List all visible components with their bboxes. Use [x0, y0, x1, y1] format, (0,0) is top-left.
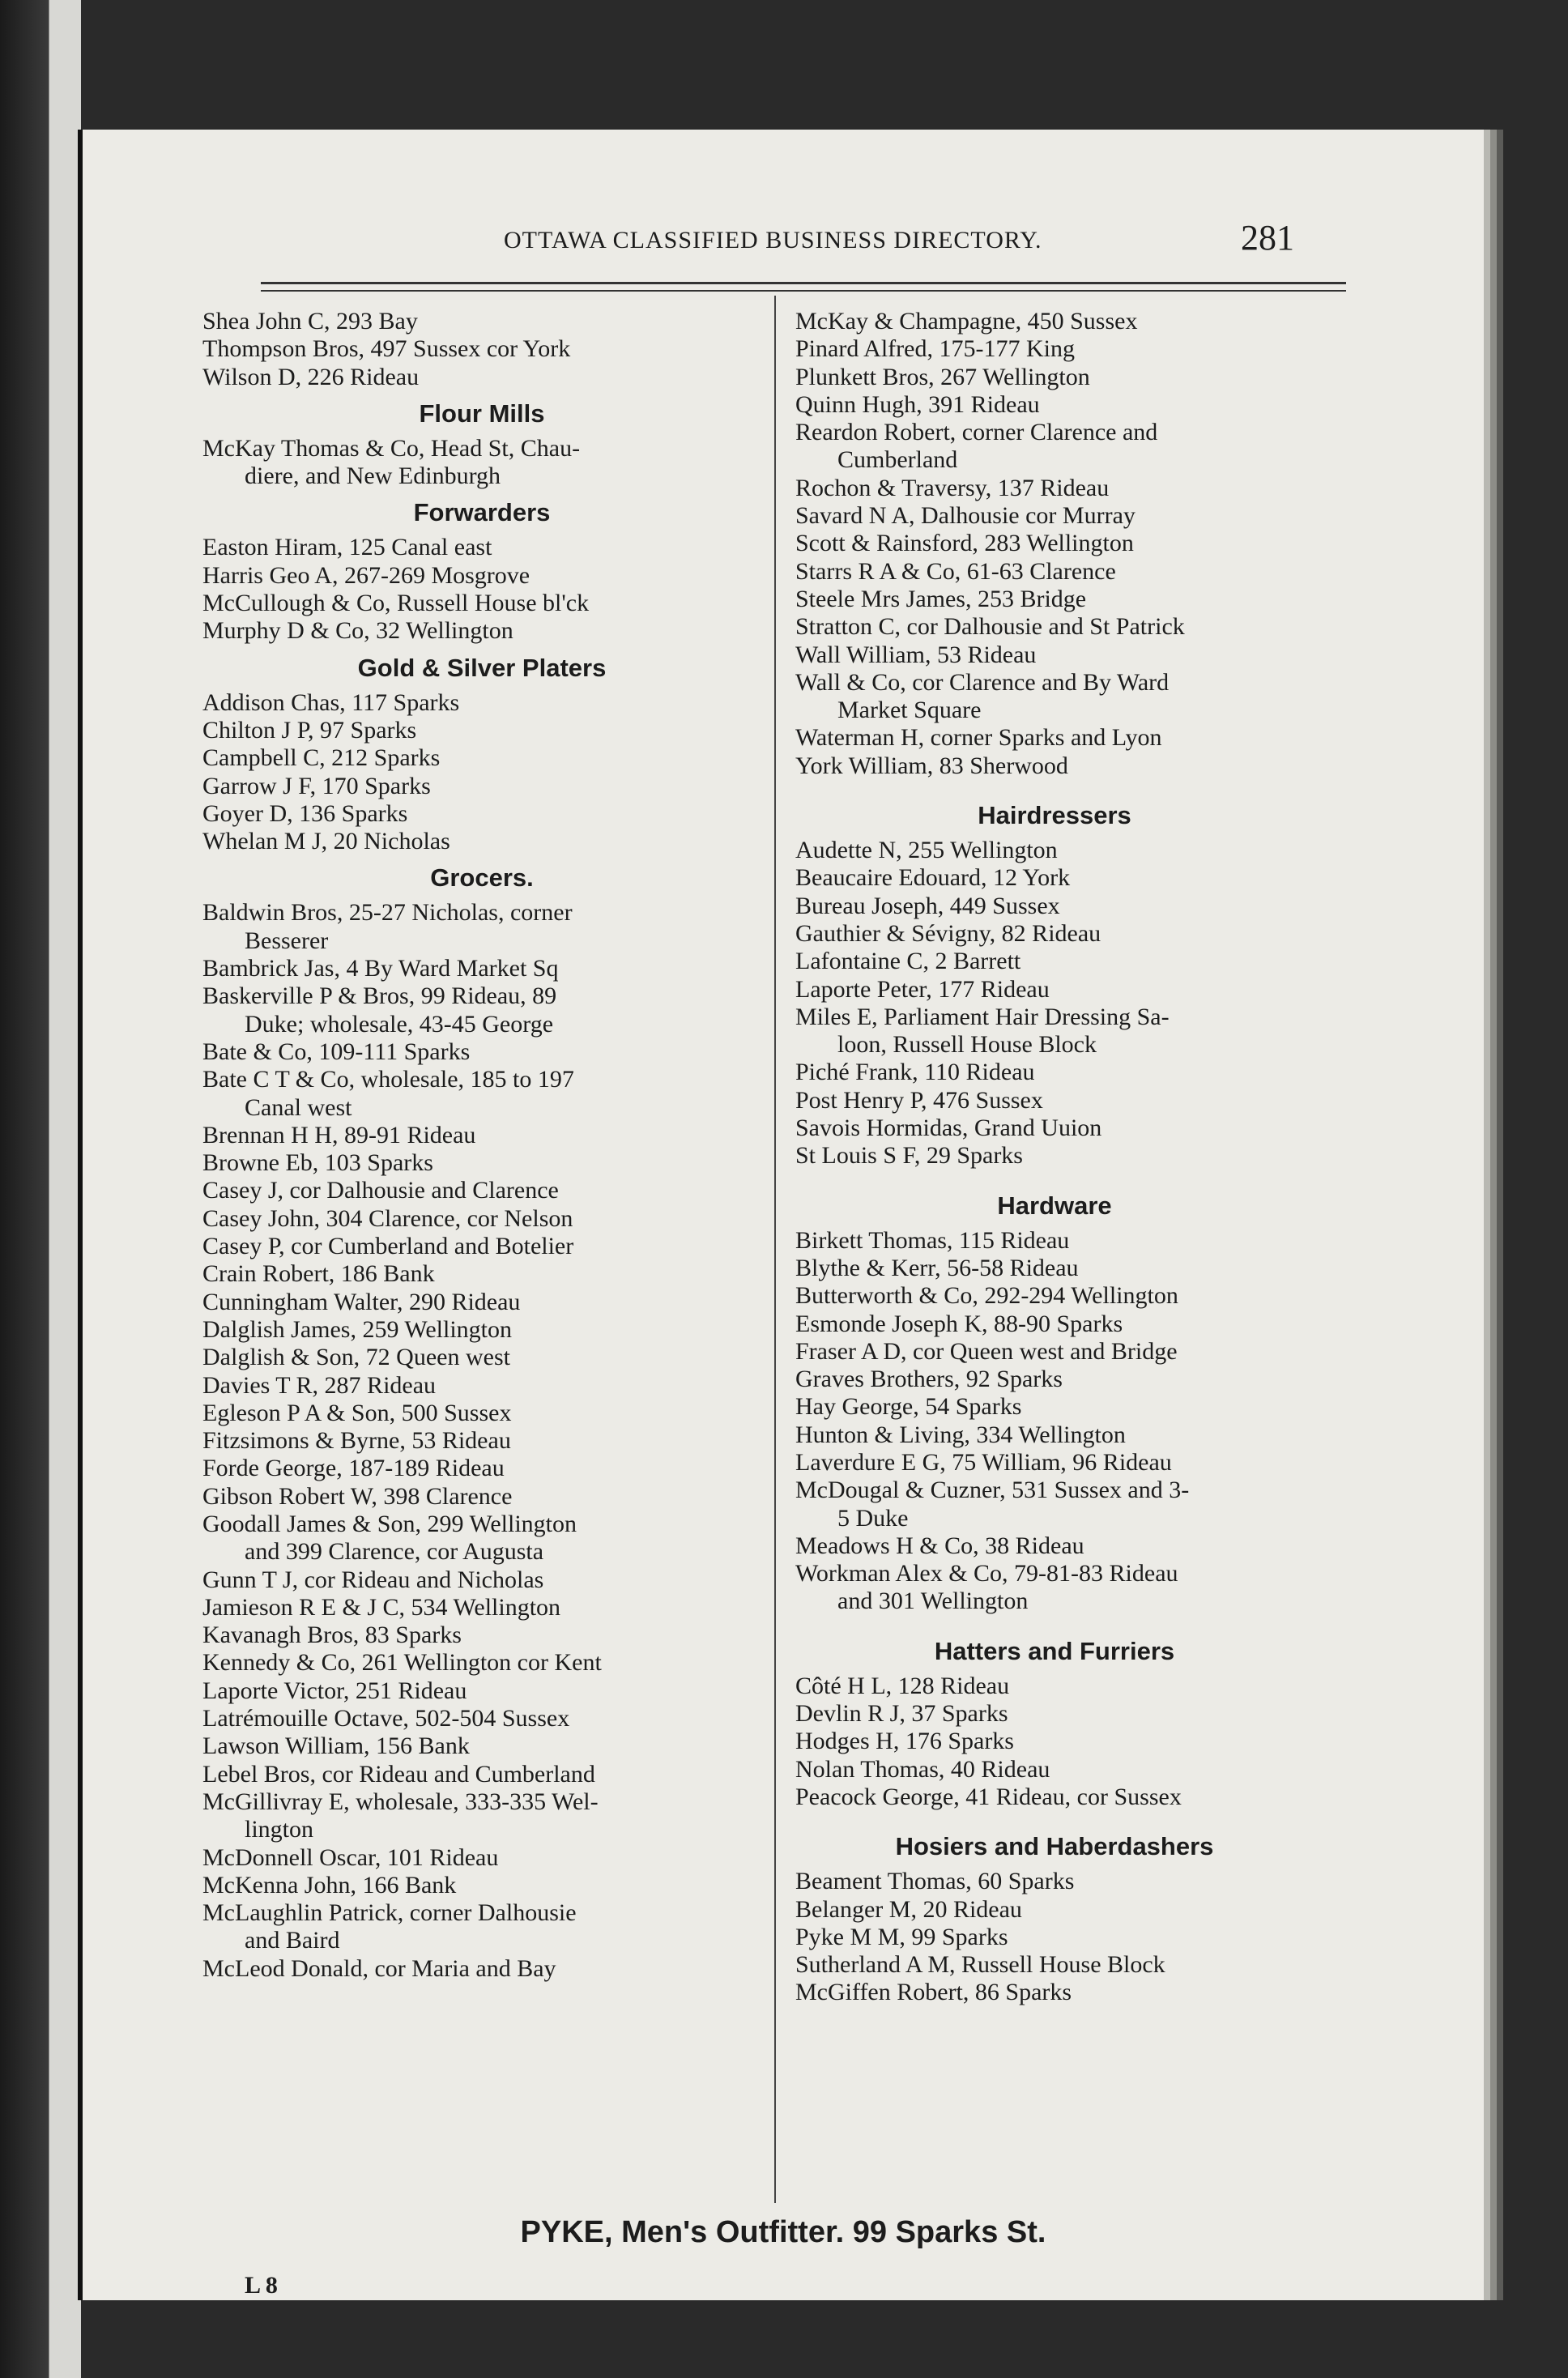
listing-entry: McGillivray E, wholesale, 333-335 Wel-: [202, 1788, 599, 1815]
header-rule: [261, 282, 1346, 284]
listing-entry: Pinard Alfred, 175-177 King: [795, 335, 1075, 363]
listing-entry: McKay Thomas & Co, Head St, Chau-: [202, 434, 581, 462]
header-rule-thin: [261, 290, 1346, 292]
listing-entry: McKenna John, 166 Bank: [202, 1871, 457, 1899]
listing-entry: Beament Thomas, 60 Sparks: [795, 1868, 1075, 1895]
listing-entry: Latrémouille Octave, 502-504 Sussex: [202, 1705, 570, 1732]
directory-page: [78, 130, 1484, 2300]
listing-entry: Baldwin Bros, 25-27 Nicholas, corner: [202, 899, 573, 927]
listing-entry: McGiffen Robert, 86 Sparks: [795, 1979, 1072, 2006]
listing-entry: Quinn Hugh, 391 Rideau: [795, 390, 1040, 418]
listing-entry: McCullough & Co, Russell House bl'ck: [202, 590, 590, 617]
listing-entry: Goyer D, 136 Sparks: [202, 799, 408, 827]
listing-entry: Dalglish James, 259 Wellington: [202, 1315, 513, 1343]
listing-continuation: and Baird: [245, 1927, 340, 1954]
listing-entry: Post Henry P, 476 Sussex: [795, 1086, 1043, 1114]
listing-entry: Crain Robert, 186 Bank: [202, 1260, 435, 1288]
listing-entry: Hodges H, 176 Sparks: [795, 1728, 1014, 1755]
listing-entry: Casey John, 304 Clarence, cor Nelson: [202, 1204, 573, 1232]
listing-entry: Murphy D & Co, 32 Wellington: [202, 617, 513, 645]
listing-entry: Esmonde Joseph K, 88-90 Sparks: [795, 1310, 1123, 1337]
listing-entry: Miles E, Parliament Hair Dressing Sa-: [795, 1003, 1170, 1030]
listing-entry: Waterman H, corner Sparks and Lyon: [795, 724, 1162, 752]
listing-continuation: Duke; wholesale, 43-45 George: [245, 1010, 554, 1038]
listing-entry: Egleson P A & Son, 500 Sussex: [202, 1399, 512, 1426]
listing-entry: McKay & Champagne, 450 Sussex: [795, 308, 1138, 335]
listing-continuation: lington: [245, 1816, 314, 1843]
section-heading: Flour Mills: [419, 398, 545, 428]
right-column: [795, 308, 1378, 2007]
listing-entry: Gibson Robert W, 398 Clarence: [202, 1482, 513, 1510]
listing-entry: Hay George, 54 Sparks: [795, 1393, 1022, 1421]
listing-entry: Lawson William, 156 Bank: [202, 1732, 470, 1760]
listing-entry: Wilson D, 226 Rideau: [202, 363, 420, 390]
listing-entry: Savard N A, Dalhousie cor Murray: [795, 502, 1136, 530]
section-heading: Gold & Silver Platers: [357, 653, 607, 682]
listing-entry: Sutherland A M, Russell House Block: [795, 1951, 1165, 1979]
listing-entry: Laporte Victor, 251 Rideau: [202, 1677, 467, 1704]
section-heading: Hatters and Furriers: [934, 1636, 1175, 1665]
listing-entry: Devlin R J, 37 Sparks: [795, 1700, 1008, 1728]
listing-entry: Harris Geo A, 267-269 Mosgrove: [202, 561, 530, 589]
listing-entry: Addison Chas, 117 Sparks: [202, 688, 460, 716]
listing-entry: Laverdure E G, 75 William, 96 Rideau: [795, 1448, 1172, 1476]
listing-entry: Pyke M M, 99 Sparks: [795, 1923, 1008, 1950]
listing-entry: Casey J, cor Dalhousie and Clarence: [202, 1177, 559, 1204]
listing-entry: Kavanagh Bros, 83 Sparks: [202, 1622, 462, 1649]
listing-entry: Starrs R A & Co, 61-63 Clarence: [795, 557, 1116, 585]
listing-entry: Browne Eb, 103 Sparks: [202, 1149, 433, 1177]
listing-entry: Savois Hormidas, Grand Uuion: [795, 1114, 1102, 1142]
listing-continuation: and 399 Clarence, cor Augusta: [245, 1538, 544, 1566]
listing-entry: Lebel Bros, cor Rideau and Cumberland: [202, 1760, 595, 1788]
listing-entry: Wall & Co, cor Clarence and By Ward: [795, 668, 1170, 696]
listing-entry: Chilton J P, 97 Sparks: [202, 716, 417, 744]
listing-continuation: loon, Russell House Block: [837, 1031, 1097, 1059]
listing-entry: Brennan H H, 89-91 Rideau: [202, 1121, 476, 1149]
listing-entry: McLaughlin Patrick, corner Dalhousie: [202, 1899, 577, 1927]
listing-entry: Gunn T J, cor Rideau and Nicholas: [202, 1566, 544, 1593]
section-heading: Hardware: [997, 1191, 1112, 1220]
listing-entry: Workman Alex & Co, 79-81-83 Rideau: [795, 1560, 1178, 1587]
listing-entry: Côté H L, 128 Rideau: [795, 1672, 1010, 1699]
listing-entry: Butterworth & Co, 292-294 Wellington: [795, 1282, 1178, 1310]
listing-continuation: Besserer: [245, 927, 329, 954]
listing-entry: Forde George, 187-189 Rideau: [202, 1455, 505, 1482]
listing-entry: Belanger M, 20 Rideau: [795, 1895, 1022, 1923]
listing-entry: Fraser A D, cor Queen west and Bridge: [795, 1337, 1178, 1365]
listing-entry: Casey P, cor Cumberland and Botelier: [202, 1233, 574, 1260]
listing-entry: Jamieson R E & J C, 534 Wellington: [202, 1593, 561, 1621]
listing-entry: Easton Hiram, 125 Canal east: [202, 534, 492, 561]
listing-continuation: and 301 Wellington: [837, 1587, 1029, 1615]
listing-entry: Dalglish & Son, 72 Queen west: [202, 1344, 510, 1371]
scan-edge: [0, 0, 81, 2378]
section-heading: Forwarders: [413, 498, 551, 527]
listing-entry: Plunkett Bros, 267 Wellington: [795, 363, 1090, 390]
listing-entry: Laporte Peter, 177 Rideau: [795, 975, 1050, 1003]
listing-entry: Lafontaine C, 2 Barrett: [795, 948, 1021, 975]
listing-continuation: Canal west: [245, 1093, 352, 1121]
section-heading: Hosiers and Haberdashers: [895, 1832, 1214, 1861]
listing-entry: Audette N, 255 Wellington: [795, 837, 1058, 864]
listing-entry: St Louis S F, 29 Sparks: [795, 1142, 1023, 1170]
listing-entry: Peacock George, 41 Rideau, cor Sussex: [795, 1783, 1182, 1810]
listing-entry: Bambrick Jas, 4 By Ward Market Sq: [202, 955, 559, 982]
listing-entry: Piché Frank, 110 Rideau: [795, 1059, 1035, 1086]
listing-entry: McLeod Donald, cor Maria and Bay: [202, 1954, 556, 1982]
listing-entry: Scott & Rainsford, 283 Wellington: [795, 530, 1134, 557]
listing-entry: Gauthier & Sévigny, 82 Rideau: [795, 919, 1101, 947]
section-heading: Hairdressers: [978, 801, 1131, 830]
listing-entry: Whelan M J, 20 Nicholas: [202, 828, 450, 855]
listing-entry: Fitzsimons & Byrne, 53 Rideau: [202, 1427, 511, 1455]
listing-continuation: 5 Duke: [837, 1504, 909, 1532]
running-title: OTTAWA CLASSIFIED BUSINESS DIRECTORY.: [504, 227, 1042, 254]
listing-entry: McDougal & Cuzner, 531 Sussex and 3-: [795, 1477, 1190, 1504]
listing-entry: Garrow J F, 170 Sparks: [202, 772, 431, 799]
listing-entry: Shea John C, 293 Bay: [202, 308, 418, 335]
signature-mark: L 8: [245, 2272, 278, 2299]
listing-entry: Rochon & Traversy, 137 Rideau: [795, 474, 1110, 501]
listing-entry: Blythe & Kerr, 56-58 Rideau: [795, 1254, 1079, 1281]
listing-continuation: Market Square: [837, 697, 982, 724]
listing-entry: Bate C T & Co, wholesale, 185 to 197: [202, 1066, 574, 1093]
column-divider: [774, 296, 776, 2203]
listing-entry: Hunton & Living, 334 Wellington: [795, 1421, 1126, 1448]
listing-entry: Stratton C, cor Dalhousie and St Patrick: [795, 613, 1185, 641]
listing-entry: Beaucaire Edouard, 12 York: [795, 864, 1071, 892]
listing-entry: Steele Mrs James, 253 Bridge: [795, 585, 1087, 612]
section-heading: Grocers.: [430, 863, 534, 893]
listing-entry: McDonnell Oscar, 101 Rideau: [202, 1843, 499, 1871]
listing-entry: Campbell C, 212 Sparks: [202, 744, 441, 772]
listing-entry: York William, 83 Sherwood: [795, 752, 1068, 779]
listing-entry: Meadows H & Co, 38 Rideau: [795, 1532, 1084, 1559]
listing-entry: Birkett Thomas, 115 Rideau: [795, 1226, 1070, 1254]
listing-entry: Kennedy & Co, 261 Wellington cor Kent: [202, 1649, 602, 1677]
listing-entry: Wall William, 53 Rideau: [795, 641, 1037, 668]
listing-entry: Reardon Robert, corner Clarence and: [795, 419, 1158, 446]
listing-entry: Bureau Joseph, 449 Sussex: [795, 892, 1060, 919]
left-column: [202, 308, 761, 1983]
footer-advertisement: PYKE, Men's Outfitter. 99 Sparks St.: [520, 2215, 1046, 2249]
listing-entry: Thompson Bros, 497 Sussex cor York: [202, 335, 571, 363]
listing-continuation: Cumberland: [837, 446, 958, 474]
listing-entry: Graves Brothers, 92 Sparks: [795, 1366, 1063, 1393]
listing-continuation: diere, and New Edinburgh: [245, 462, 501, 490]
page-number: 281: [1241, 218, 1294, 258]
listing-entry: Baskerville P & Bros, 99 Rideau, 89: [202, 982, 557, 1010]
listing-entry: Bate & Co, 109-111 Sparks: [202, 1038, 471, 1065]
listing-entry: Cunningham Walter, 290 Rideau: [202, 1288, 521, 1315]
listing-entry: Davies T R, 287 Rideau: [202, 1371, 437, 1399]
listing-entry: Nolan Thomas, 40 Rideau: [795, 1755, 1050, 1783]
listing-entry: Goodall James & Son, 299 Wellington: [202, 1510, 577, 1537]
